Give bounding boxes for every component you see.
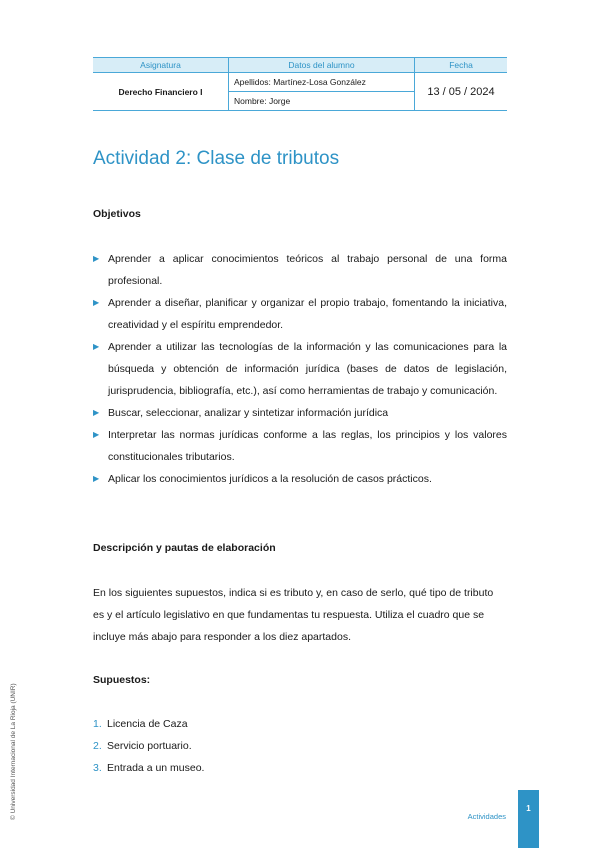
description-heading: Descripción y pautas de elaboración (93, 542, 276, 554)
cases-list (93, 713, 204, 779)
subject-cell: Derecho Financiero I (93, 73, 229, 111)
list-item (93, 735, 204, 757)
objective-text: Aprender a aplicar conocimientos teóricos al trabajo personal de una forma profesional. (108, 253, 507, 287)
surnames-cell: Apellidos: Martínez-Losa González (229, 73, 415, 92)
case-text: Entrada a un museo. (107, 762, 205, 774)
case-number: 1. (93, 718, 102, 730)
description-paragraph: En los siguientes supuestos, indica si es tributo y, en caso de serlo, qué tipo de tributo es y el artículo legislativo en que fundamentas tu respuesta. Utiliza el cuadro que se incluye más abajo para responder a los diez apartados. (93, 587, 494, 643)
triangle-right-icon: ▶ (93, 474, 100, 483)
list-item (93, 757, 204, 779)
case-number: 2. (93, 740, 102, 752)
col-student-header: Datos del alumno (229, 58, 415, 73)
list-item (93, 424, 507, 468)
footer-label: Actividades (467, 812, 506, 821)
case-text: Licencia de Caza (107, 718, 188, 730)
col-subject-header: Asignatura (93, 58, 229, 73)
name-cell: Nombre: Jorge (229, 92, 415, 111)
page-number-tab (518, 790, 539, 848)
page-number: 1 (526, 804, 531, 813)
objective-text: Aplicar los conocimientos jurídicos a la resolución de casos prácticos. (108, 473, 432, 485)
page-title: Actividad 2: Clase de tributos (93, 148, 340, 169)
triangle-right-icon: ▶ (93, 298, 100, 307)
triangle-right-icon: ▶ (93, 342, 100, 351)
objective-text: Interpretar las normas jurídicas conforme a las reglas, los principios y los valores constitucionales tributarios. (108, 429, 507, 463)
objective-text: Buscar, seleccionar, analizar y sintetizar información jurídica (108, 407, 389, 419)
objectives-heading: Objetivos (93, 208, 141, 220)
date-cell: 13 / 05 / 2024 (415, 73, 508, 111)
objective-text: Aprender a utilizar las tecnologías de la información y las comunicaciones para la búsqueda y obtención de información jurídica (bases de datos de legislación, jurisprudencia, bibliografía, etc.), así como herramientas de trabajo y comunicación. (108, 341, 507, 397)
list-item (93, 292, 507, 336)
list-item (93, 402, 507, 424)
list-item (93, 468, 507, 490)
list-item (93, 336, 507, 402)
objective-text: Aprender a diseñar, planificar y organizar el propio trabajo, fomentando la iniciativa, creatividad y el espíritu emprendedor. (108, 297, 507, 331)
triangle-right-icon: ▶ (93, 430, 100, 439)
header-table (93, 57, 507, 111)
objectives-list (93, 248, 507, 490)
case-number: 3. (93, 762, 102, 774)
list-item (93, 248, 507, 292)
cases-heading: Supuestos: (93, 674, 151, 686)
triangle-right-icon: ▶ (93, 254, 100, 263)
case-text: Servicio portuario. (107, 740, 192, 752)
copyright-note: © Universidad Internacional de La Rioja (UNIR) (10, 683, 17, 820)
col-date-header: Fecha (415, 58, 508, 73)
list-item (93, 713, 204, 735)
triangle-right-icon: ▶ (93, 408, 100, 417)
